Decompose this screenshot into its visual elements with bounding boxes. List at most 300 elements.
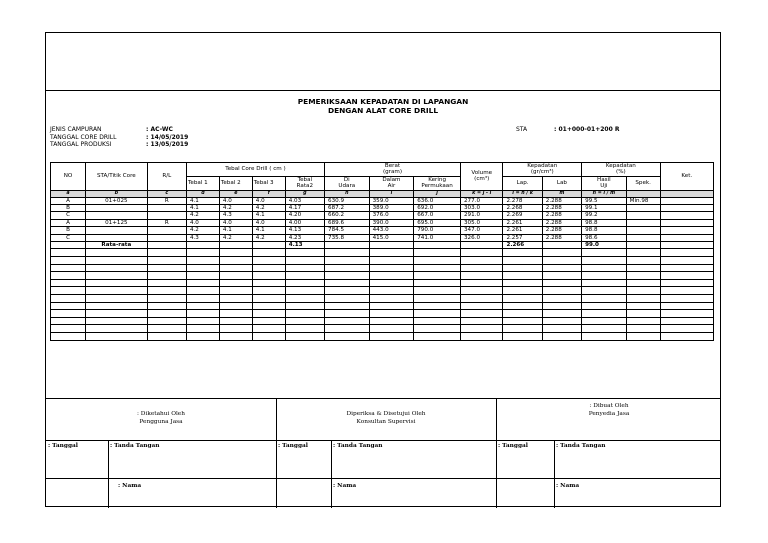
empty-cell xyxy=(460,295,502,303)
empty-cell xyxy=(325,317,370,325)
index-cell: i xyxy=(369,190,414,197)
empty-cell xyxy=(51,325,86,333)
table-cell xyxy=(626,227,660,234)
table-cell: 784.5 xyxy=(325,227,370,234)
empty-cell xyxy=(626,310,660,318)
table-cell: R xyxy=(147,219,186,226)
empty-cell xyxy=(542,272,581,280)
form-title-line2: DENGAN ALAT CORE DRILL xyxy=(327,106,439,115)
table-cell: 2.288 xyxy=(542,197,581,204)
empty-cell xyxy=(325,279,370,287)
empty-cell xyxy=(325,264,370,272)
empty-cell xyxy=(369,279,414,287)
table-cell: 2.268 xyxy=(503,205,542,212)
empty-cell xyxy=(503,302,542,310)
sig-pengguna-jasa xyxy=(46,410,276,426)
empty-cell xyxy=(542,287,581,295)
index-cell: n = l / m xyxy=(582,190,627,197)
data-rows xyxy=(51,197,714,241)
empty-cell xyxy=(626,272,660,280)
table-cell: 2.278 xyxy=(503,197,542,204)
index-cell xyxy=(626,190,660,197)
empty-cell xyxy=(147,325,186,333)
table-cell: 4.13 xyxy=(285,227,324,234)
empty-cell xyxy=(86,333,148,341)
empty-cell xyxy=(186,287,219,295)
empty-cell xyxy=(325,287,370,295)
empty-cell xyxy=(660,249,713,257)
col-tebal2: Tebal 2 xyxy=(219,176,252,190)
empty-cell xyxy=(660,257,713,265)
empty-cell xyxy=(660,287,713,295)
empty-cell xyxy=(626,302,660,310)
empty-cell xyxy=(626,333,660,341)
empty-cell xyxy=(51,264,86,272)
empty-cell xyxy=(414,272,461,280)
empty-cell xyxy=(219,287,252,295)
table-cell: 4.2 xyxy=(252,234,285,241)
table-cell: 4.1 xyxy=(252,227,285,234)
sig3-nama: : Nama xyxy=(556,483,580,489)
sig3-tanggal: : Tanggal xyxy=(498,443,528,449)
empty-cell xyxy=(186,317,219,325)
table-cell: 667.0 xyxy=(414,212,461,219)
index-cell: h xyxy=(325,190,370,197)
dalam-air-line2: Air xyxy=(387,183,396,190)
empty-cell xyxy=(503,325,542,333)
avg-cell xyxy=(460,242,502,249)
table-cell xyxy=(660,227,713,234)
table-cell: 2.288 xyxy=(542,234,581,241)
empty-cell xyxy=(414,310,461,318)
table-row xyxy=(51,197,714,204)
empty-cell xyxy=(219,302,252,310)
empty-cell xyxy=(660,264,713,272)
empty-cell xyxy=(252,317,285,325)
empty-cell xyxy=(219,295,252,303)
sig-mid-line xyxy=(46,440,720,441)
empty-cell xyxy=(285,249,324,257)
empty-rows xyxy=(51,249,714,340)
empty-cell xyxy=(460,333,502,341)
table-cell: 4.0 xyxy=(252,219,285,226)
empty-cell xyxy=(542,310,581,318)
table-cell: 692.0 xyxy=(414,205,461,212)
table-cell xyxy=(626,234,660,241)
index-cell xyxy=(660,190,713,197)
info-values xyxy=(146,126,188,149)
empty-cell xyxy=(325,272,370,280)
sig2-line2: Konsultan Supervisi xyxy=(356,419,416,425)
empty-cell xyxy=(542,317,581,325)
empty-cell xyxy=(414,279,461,287)
empty-cell xyxy=(51,272,86,280)
table-cell: R xyxy=(147,197,186,204)
tebal-rata-line2: Rata2 xyxy=(296,183,314,190)
empty-cell xyxy=(369,287,414,295)
index-cell: a xyxy=(51,190,86,197)
index-cell: m xyxy=(542,190,581,197)
table-cell: 735.8 xyxy=(325,234,370,241)
table-cell xyxy=(660,212,713,219)
table-row xyxy=(51,205,714,212)
empty-cell xyxy=(582,333,627,341)
empty-cell xyxy=(219,310,252,318)
sig3-tanda-tangan: : Tanda Tangan xyxy=(556,443,606,449)
col-rl: R/L xyxy=(147,163,186,191)
table-cell xyxy=(660,219,713,226)
table-cell: 636.0 xyxy=(414,197,461,204)
tanggal-produksi-value: : 13/05/2019 xyxy=(146,141,189,148)
empty-cell xyxy=(147,295,186,303)
table-cell: 303.0 xyxy=(460,205,502,212)
empty-cell xyxy=(325,333,370,341)
empty-cell xyxy=(582,272,627,280)
empty-cell xyxy=(582,310,627,318)
table-cell: 376.0 xyxy=(369,212,414,219)
table-cell: C xyxy=(51,234,86,241)
empty-cell xyxy=(252,279,285,287)
table-cell: 695.0 xyxy=(414,219,461,226)
info-labels xyxy=(50,126,116,149)
empty-cell xyxy=(252,272,285,280)
empty-cell xyxy=(503,257,542,265)
tanggal-core-drill-value: : 14/05/2019 xyxy=(146,133,189,141)
table-cell xyxy=(626,212,660,219)
empty-cell xyxy=(219,257,252,265)
average-row xyxy=(51,242,714,249)
empty-cell xyxy=(414,264,461,272)
table-cell xyxy=(86,227,148,234)
empty-cell xyxy=(186,249,219,257)
table-cell: A xyxy=(51,219,86,226)
tanggal-produksi-label: TANGGAL PRODUKSI xyxy=(50,141,112,148)
empty-cell xyxy=(285,257,324,265)
empty-cell xyxy=(626,287,660,295)
volume-line1: Volume xyxy=(471,169,493,176)
empty-cell xyxy=(503,310,542,318)
empty-cell xyxy=(219,249,252,257)
empty-cell xyxy=(51,279,86,287)
empty-cell xyxy=(51,310,86,318)
empty-row xyxy=(51,257,714,265)
table-cell: 4.1 xyxy=(252,212,285,219)
sig1-tanda-tangan: : Tanda Tangan xyxy=(110,443,160,449)
empty-cell xyxy=(252,264,285,272)
sig-top-line xyxy=(46,398,720,399)
empty-cell xyxy=(503,333,542,341)
empty-cell xyxy=(86,257,148,265)
table-row xyxy=(51,219,714,226)
empty-cell xyxy=(147,249,186,257)
empty-cell xyxy=(460,310,502,318)
empty-cell xyxy=(582,257,627,265)
table-cell: 4.3 xyxy=(219,212,252,219)
table-cell: 790.0 xyxy=(414,227,461,234)
empty-cell xyxy=(414,325,461,333)
table-cell: 99.2 xyxy=(582,212,627,219)
table-cell xyxy=(626,219,660,226)
table-cell xyxy=(86,205,148,212)
empty-cell xyxy=(460,264,502,272)
empty-cell xyxy=(186,272,219,280)
empty-cell xyxy=(582,264,627,272)
berat-line2: (gram) xyxy=(382,169,403,176)
empty-cell xyxy=(503,317,542,325)
table-cell xyxy=(147,205,186,212)
sig-konsultan xyxy=(276,410,496,426)
avg-cell xyxy=(325,242,370,249)
empty-cell xyxy=(369,249,414,257)
empty-cell xyxy=(325,257,370,265)
empty-cell xyxy=(660,295,713,303)
empty-cell xyxy=(369,264,414,272)
berat-line1: Berat xyxy=(384,163,401,169)
empty-cell xyxy=(252,310,285,318)
empty-cell xyxy=(503,272,542,280)
empty-row xyxy=(51,264,714,272)
empty-cell xyxy=(460,325,502,333)
sig1-line2: Pengguna Jasa xyxy=(139,419,183,425)
empty-cell xyxy=(147,279,186,287)
table-cell: 4.0 xyxy=(252,197,285,204)
kepadatan-line2: (gr/cm³) xyxy=(530,169,554,176)
kepadatan-pct-line1: Kepadatan xyxy=(605,163,636,169)
col-sta: STA/Titik Core xyxy=(86,163,148,191)
empty-cell xyxy=(147,333,186,341)
table-cell: 4.03 xyxy=(285,197,324,204)
empty-cell xyxy=(660,325,713,333)
col-volume xyxy=(460,163,502,191)
empty-cell xyxy=(325,325,370,333)
sta-label: STA xyxy=(516,126,528,133)
empty-cell xyxy=(186,325,219,333)
sig2-line1: Diperiksa & Disetujui Oleh xyxy=(346,411,426,417)
table-cell: 2.261 xyxy=(503,227,542,234)
empty-cell xyxy=(414,302,461,310)
empty-cell xyxy=(660,317,713,325)
sig-low-line xyxy=(46,478,720,479)
empty-cell xyxy=(626,264,660,272)
sig1-nama: : Nama xyxy=(118,483,142,489)
signature-block xyxy=(46,398,720,508)
empty-cell xyxy=(86,272,148,280)
table-cell: 98.6 xyxy=(582,234,627,241)
empty-cell xyxy=(542,264,581,272)
empty-cell xyxy=(325,310,370,318)
table-cell: 687.2 xyxy=(325,205,370,212)
table-cell: 2.257 xyxy=(503,234,542,241)
table-cell: 2.288 xyxy=(542,212,581,219)
col-di-udara xyxy=(325,176,370,190)
col-tebal-rata xyxy=(285,176,324,190)
col-spek: Spek. xyxy=(626,176,660,190)
hasil-line2: Uji xyxy=(600,183,608,190)
tebal-rata-line1: Tebal xyxy=(297,176,313,183)
table-cell: 4.2 xyxy=(252,205,285,212)
empty-cell xyxy=(147,317,186,325)
table-cell xyxy=(147,227,186,234)
table-cell: 2.288 xyxy=(542,205,581,212)
empty-cell xyxy=(147,287,186,295)
sig-sub-divider-3 xyxy=(554,440,555,508)
di-udara-line2: Udara xyxy=(338,183,356,190)
empty-cell xyxy=(626,325,660,333)
empty-cell xyxy=(626,257,660,265)
table-cell: Min.98 xyxy=(626,197,660,204)
empty-cell xyxy=(252,249,285,257)
table-cell: 2.261 xyxy=(503,219,542,226)
empty-cell xyxy=(147,257,186,265)
avg-cell xyxy=(147,242,186,249)
table-cell xyxy=(660,197,713,204)
empty-cell xyxy=(414,257,461,265)
table-cell xyxy=(86,212,148,219)
index-cell: k = j - i xyxy=(460,190,502,197)
empty-cell xyxy=(503,264,542,272)
table-cell: B xyxy=(51,227,86,234)
table-cell: 01+125 xyxy=(86,219,148,226)
empty-cell xyxy=(186,333,219,341)
table-cell: 689.6 xyxy=(325,219,370,226)
empty-cell xyxy=(503,287,542,295)
col-kering xyxy=(414,176,461,190)
empty-cell xyxy=(219,264,252,272)
table-cell: 4.17 xyxy=(285,205,324,212)
empty-cell xyxy=(503,279,542,287)
sig-penyedia-jasa xyxy=(496,402,722,418)
table-cell: 4.1 xyxy=(186,205,219,212)
empty-cell xyxy=(369,317,414,325)
table-row xyxy=(51,234,714,241)
empty-cell xyxy=(414,295,461,303)
avg-label: Rata-rata xyxy=(86,242,148,249)
empty-cell xyxy=(369,325,414,333)
table-cell: 4.23 xyxy=(285,234,324,241)
empty-cell xyxy=(626,295,660,303)
jenis-campuran-label: JENIS CAMPURAN xyxy=(50,126,102,133)
table-cell: 347.0 xyxy=(460,227,502,234)
form-sheet xyxy=(45,32,721,507)
empty-cell xyxy=(582,279,627,287)
avg-cell xyxy=(369,242,414,249)
empty-cell xyxy=(626,249,660,257)
empty-cell xyxy=(285,333,324,341)
empty-cell xyxy=(51,333,86,341)
empty-cell xyxy=(626,317,660,325)
empty-cell xyxy=(86,264,148,272)
table-row xyxy=(51,212,714,219)
index-cell: f xyxy=(252,190,285,197)
empty-cell xyxy=(51,249,86,257)
col-kepadatan-group xyxy=(503,163,582,177)
empty-cell xyxy=(86,317,148,325)
table-cell xyxy=(660,205,713,212)
index-cell: d xyxy=(186,190,219,197)
table-cell: A xyxy=(51,197,86,204)
empty-cell xyxy=(460,287,502,295)
empty-cell xyxy=(186,257,219,265)
table-cell: 389.0 xyxy=(369,205,414,212)
empty-cell xyxy=(582,325,627,333)
empty-cell xyxy=(460,249,502,257)
kering-line1: Kering xyxy=(428,176,446,183)
empty-cell xyxy=(414,249,461,257)
empty-row xyxy=(51,249,714,257)
empty-cell xyxy=(147,310,186,318)
sig-sub-divider-2 xyxy=(331,440,332,508)
col-lab: Lab xyxy=(542,176,581,190)
col-no: NO xyxy=(51,163,86,191)
empty-cell xyxy=(252,287,285,295)
empty-cell xyxy=(51,287,86,295)
empty-cell xyxy=(51,257,86,265)
density-table xyxy=(50,162,714,341)
jenis-campuran-value: : AC-WC xyxy=(146,126,173,133)
empty-cell xyxy=(414,333,461,341)
empty-cell xyxy=(219,317,252,325)
empty-cell xyxy=(285,272,324,280)
avg-no xyxy=(51,242,86,249)
sig3-line1: : Dibuat Oleh xyxy=(589,403,629,409)
empty-cell xyxy=(285,325,324,333)
col-kepadatan-pct-group xyxy=(582,163,661,177)
table-cell: 98.8 xyxy=(582,219,627,226)
table-cell: B xyxy=(51,205,86,212)
empty-cell xyxy=(460,302,502,310)
empty-cell xyxy=(582,302,627,310)
kepadatan-line1: Kepadatan xyxy=(527,163,558,169)
empty-cell xyxy=(542,295,581,303)
table-cell: 4.3 xyxy=(186,234,219,241)
table-cell: 390.0 xyxy=(369,219,414,226)
avg-cell xyxy=(219,242,252,249)
index-cell: j xyxy=(414,190,461,197)
avg-kepadatan: 2.266 xyxy=(503,242,542,249)
kepadatan-pct-line2: (%) xyxy=(616,169,626,176)
table-cell: 4.00 xyxy=(285,219,324,226)
empty-cell xyxy=(186,302,219,310)
table-cell: 4.20 xyxy=(285,212,324,219)
index-cell: g xyxy=(285,190,324,197)
empty-cell xyxy=(460,279,502,287)
empty-row xyxy=(51,302,714,310)
avg-tebal: 4.13 xyxy=(285,242,324,249)
empty-cell xyxy=(626,279,660,287)
empty-cell xyxy=(252,295,285,303)
col-berat-group xyxy=(325,163,461,177)
empty-cell xyxy=(86,325,148,333)
col-tebal-group: Tebal Core Drill ( cm ) xyxy=(186,163,324,177)
empty-cell xyxy=(285,310,324,318)
empty-row xyxy=(51,272,714,280)
table-cell: 4.1 xyxy=(219,227,252,234)
table-cell: 4.0 xyxy=(186,219,219,226)
table-cell: 99.5 xyxy=(582,197,627,204)
avg-cell xyxy=(414,242,461,249)
sig2-tanggal: : Tanggal xyxy=(278,443,308,449)
empty-row xyxy=(51,279,714,287)
empty-cell xyxy=(186,264,219,272)
empty-cell xyxy=(582,317,627,325)
empty-cell xyxy=(86,310,148,318)
table-cell: 2.269 xyxy=(503,212,542,219)
empty-cell xyxy=(542,325,581,333)
index-cell: l = h / k xyxy=(503,190,542,197)
empty-row xyxy=(51,333,714,341)
kering-line2: Permukaan xyxy=(421,183,453,190)
col-hasil xyxy=(582,176,627,190)
